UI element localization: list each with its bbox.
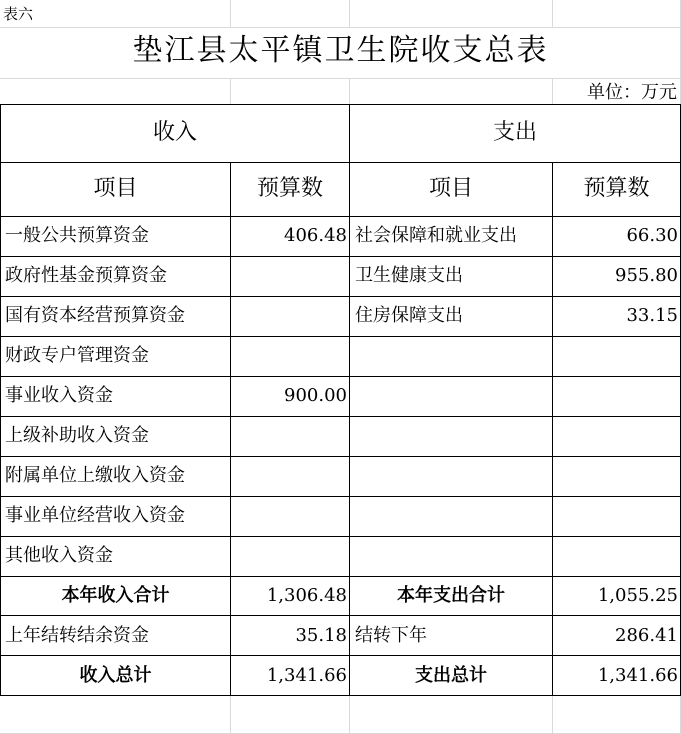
expense-item: 住房保障支出 <box>355 305 463 326</box>
expense-item: 社会保障和就业支出 <box>355 225 517 246</box>
expense-total-label: 支出总计 <box>415 665 487 686</box>
table-border <box>0 162 681 163</box>
income-item: 一般公共预算资金 <box>5 225 149 246</box>
income-subtotal-value: 1,306.48 <box>266 585 347 606</box>
table-border <box>0 296 681 297</box>
gridline <box>349 0 350 27</box>
expense-budget-header: 预算数 <box>583 176 650 201</box>
table-border <box>0 104 681 105</box>
table-border <box>0 615 681 616</box>
unit-label: 单位：万元 <box>587 82 677 103</box>
income-total-label: 收入总计 <box>79 665 152 686</box>
income-total-value: 1,341.66 <box>266 665 347 686</box>
income-item-header: 项目 <box>93 176 138 201</box>
table-border <box>0 416 681 417</box>
income-item: 政府性基金预算资金 <box>5 265 167 286</box>
income-value: 406.48 <box>284 225 347 246</box>
gridline <box>230 79 231 105</box>
table-border <box>0 536 681 537</box>
income-item: 国有资本经营预算资金 <box>5 305 185 326</box>
gridline <box>230 0 231 27</box>
income-subtotal-label: 本年收入合计 <box>61 585 170 606</box>
table-border <box>0 256 681 257</box>
table-border <box>0 456 681 457</box>
gridline <box>552 0 553 27</box>
page-title: 垫江县太平镇卫生院收支总表 <box>132 33 549 68</box>
income-item: 附属单位上缴收入资金 <box>5 465 185 486</box>
income-item: 财政专户管理资金 <box>5 345 149 366</box>
income-section-header: 收入 <box>152 120 197 145</box>
expense-carry-label: 结转下年 <box>355 625 427 646</box>
gridline <box>552 696 553 734</box>
table-border <box>0 695 681 696</box>
expense-value: 955.80 <box>615 265 678 286</box>
gridline <box>349 696 350 734</box>
income-value: 900.00 <box>284 385 347 406</box>
expense-value: 33.15 <box>626 305 678 326</box>
table-border <box>0 496 681 497</box>
expense-carry-value: 286.41 <box>615 625 678 646</box>
gridline <box>230 696 231 734</box>
income-carry-value: 35.18 <box>295 625 347 646</box>
expense-value: 66.30 <box>626 225 678 246</box>
table-border <box>0 576 681 577</box>
gridline <box>0 27 681 28</box>
income-item: 上级补助收入资金 <box>5 425 149 446</box>
gridline <box>349 79 350 105</box>
income-carry-label: 上年结转结余资金 <box>5 625 149 646</box>
table-border <box>0 376 681 377</box>
expense-item-header: 项目 <box>428 176 473 201</box>
table-border <box>0 336 681 337</box>
expense-subtotal-value: 1,055.25 <box>597 585 678 606</box>
table-border <box>0 216 681 217</box>
expense-section-header: 支出 <box>492 120 537 145</box>
expense-subtotal-label: 本年支出合计 <box>397 585 505 606</box>
income-item: 其他收入资金 <box>5 545 113 566</box>
income-item: 事业收入资金 <box>5 385 113 406</box>
sheet-label: 表六 <box>3 5 34 23</box>
income-budget-header: 预算数 <box>256 176 323 201</box>
expense-total-value: 1,341.66 <box>597 665 678 686</box>
table-border <box>0 655 681 656</box>
expense-item: 卫生健康支出 <box>355 265 463 286</box>
income-item: 事业单位经营收入资金 <box>5 505 185 526</box>
gridline <box>0 78 681 79</box>
